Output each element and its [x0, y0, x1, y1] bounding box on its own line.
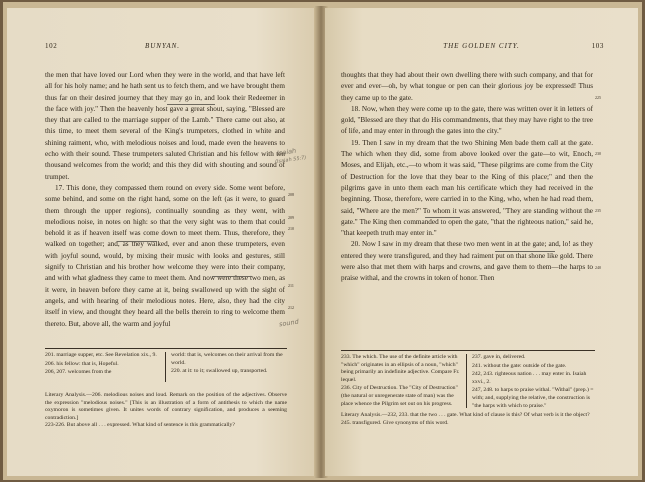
pencil-underline [212, 276, 252, 277]
pencil-underline [117, 241, 157, 242]
analysis-paragraph: Literary Analysis.—206. melodious noises and loud. Remark on the position of the adjectives. Observe the expression "melodious noises." [This is an illustration of a form of antithesis to which the name oxymoron is sometimes given. It unites words of contrary signification, and produces a seeming contradiction.] [45, 392, 287, 421]
open-book-spread [3, 2, 642, 480]
column-divider [165, 352, 166, 382]
analysis-paragraph: 223-226. But above all . . . expressed. What kind of sentence is this grammatically? [45, 422, 235, 429]
pencil-underline [425, 217, 460, 218]
right-page [325, 8, 638, 476]
analysis-paragraph: Literary Analysis.—232, 233. that the two . . . gate. What kind of clause is this? Of what verb is it the object? [341, 412, 590, 418]
line-number: 212 [288, 305, 294, 310]
footnote: 201. marriage supper, etc. See Revelation xix., 9. [45, 352, 157, 358]
line-number: 235 [595, 208, 601, 213]
footnotes [341, 354, 595, 408]
column-divider [466, 354, 467, 408]
footnote: 220. at it: to it; swallowed up, transported. [171, 368, 268, 375]
footnotes [45, 352, 287, 382]
paragraph: 19. Then I saw in my dream that the two Shining Men bade them call at the gate. The which when they did, some from above looked over the gate—to wit, Enoch, Moses, and Elijah, etc.,—to whom it was said, "These pilgrims are come from the City of Destruction for the love that they bear to the King of this place;" and then the pilgrims gave in unto them each man his certificate which they had received in the beginning. Those, therefore, were carried in to the King, who, when he had read them, said, "Where are the men?" To whom it was answered, "They are standing without the gate." The King then commanded to open the gate, "that the righteous nation," said he, "that keepeth truth may enter in." [341, 138, 593, 238]
paragraph: the men that have loved our Lord when they were in the world, and that have left all for his holy name; and he hath sent us to fetch them, and we have brought them thus far on their desired journey that they may go in, and look their Redeemer in the face with joy." Then the heavenly host gave a great shout, saying, "Blessed are they that are called to the marriage supper of the Lamb." There came out also, at this time, to meet them several of the King's trumpeters, clothed in white and shining raiment, who, with melodious noises and loud, made even the heavens to echo with their sound. These trumpeters saluted Christian and his fellow with ten thousand welcomes from the world; and this they did with shouting and sound of trumpet. [45, 71, 285, 181]
analysis-paragraph: 245. transfigured. Give synonyms of this word. [341, 419, 449, 426]
paragraph: 18. Now, when they were come up to the gate, there was written over it in letters of gold, "Blessed are they that do His commandments, that they may have right to the tree of life, and may enter in through the gates into the city." [341, 104, 593, 136]
left-page [7, 8, 318, 476]
footnote: 206, 207. welcomes from the [45, 369, 112, 376]
footnote: 247, 248. to harps to praise withal. "Withal" (prep.) = with; and, supplying the relative, the construction is "the harps with which to praise." [472, 387, 594, 409]
literary-analysis [45, 392, 287, 430]
running-title: BUNYAN. [144, 42, 181, 50]
pencil-margin-note: Isaiah [276, 146, 297, 158]
page-number: 102 [45, 42, 58, 50]
main-text [341, 70, 593, 285]
line-number: 211 [288, 283, 294, 288]
line-number: 230 [595, 151, 601, 156]
line-number: 209 [288, 215, 294, 220]
literary-analysis [341, 412, 595, 427]
line-number: 240 [595, 265, 601, 270]
footnote: world: that is, welcomes on their arrival from the world. [171, 352, 283, 366]
line-number: 225 [595, 95, 601, 100]
main-text [45, 70, 285, 330]
running-title: THE GOLDEN CITY. [443, 42, 520, 50]
footnote: 237. gave in, delivered. [472, 354, 526, 360]
paragraph: 17. This done, they compassed them round on every side. Some went before, some behind, and some on the right hand, some on the left (as it were, to guard them through the upper regions), continually sounding as they went, with melodious noise, in notes on high: so that the very sight was to them that could behold it as if heaven itself was come down to meet them. Thus, therefore, they walked on together; and, as they walked, ever and anon these trumpeters, even with joyful sound, would, by mixing their music with looks and gestures, still signify to Christian and his brother how welcome they were into their company, and with what gladness they came to meet them. And now were these two men, as it were, in heaven before they came at it, being swallowed up with the sight of angels, and with hearing of their melodious notes. Here, also, they had the city itself in view, and thought they heard all the bells therein to ring to welcome them thereto. But, above all, the warm and joyful [45, 183, 285, 328]
paragraph: thoughts that they had about their own dwelling there with such company, and that for ever and ever—oh, by what tongue or pen can their glorious joy be expressed! Thus they came up to the gate. [341, 71, 593, 102]
footnote-rule [45, 348, 287, 349]
footnote: 233. The which. The use of the definite article with "which" originates in an ellipsis of a noun, "which" being primarily an indefinite adjective. Compare Fr. lequel. [341, 354, 460, 383]
line-number: 208 [288, 192, 294, 197]
line-number: 210 [288, 226, 294, 231]
footnote: 241. without the gate: outside of the gate. [472, 362, 567, 369]
page-number: 103 [591, 42, 604, 50]
footnote: 236. City of Destruction. The "City of Destruction" (the natural or unregenerate state of man) was the place whence the Pilgrim set out on his progress. [341, 385, 458, 407]
pencil-underline [495, 251, 555, 252]
pencil-margin-note: (Isaiah 55:7) [274, 154, 307, 166]
pencil-underline [167, 104, 215, 105]
footnote: 242, 243. righteous nation . . . may enter in. Isaiah xxvi., 2. [472, 371, 587, 385]
paragraph: 20. Now I saw in my dream that these two men went in at the gate; and, lo! as they entered they were transfigured, and they had raiment put on that shone like gold. There were also that met them with harps and crowns, and gave them to them—the harps to praise withal, and the crowns in token of honor. Then [341, 240, 593, 283]
pencil-margin-note: sound [278, 317, 300, 329]
footnote: 206. his fellow: that is, Hopeful. [45, 360, 119, 367]
footnote-rule [341, 350, 595, 351]
